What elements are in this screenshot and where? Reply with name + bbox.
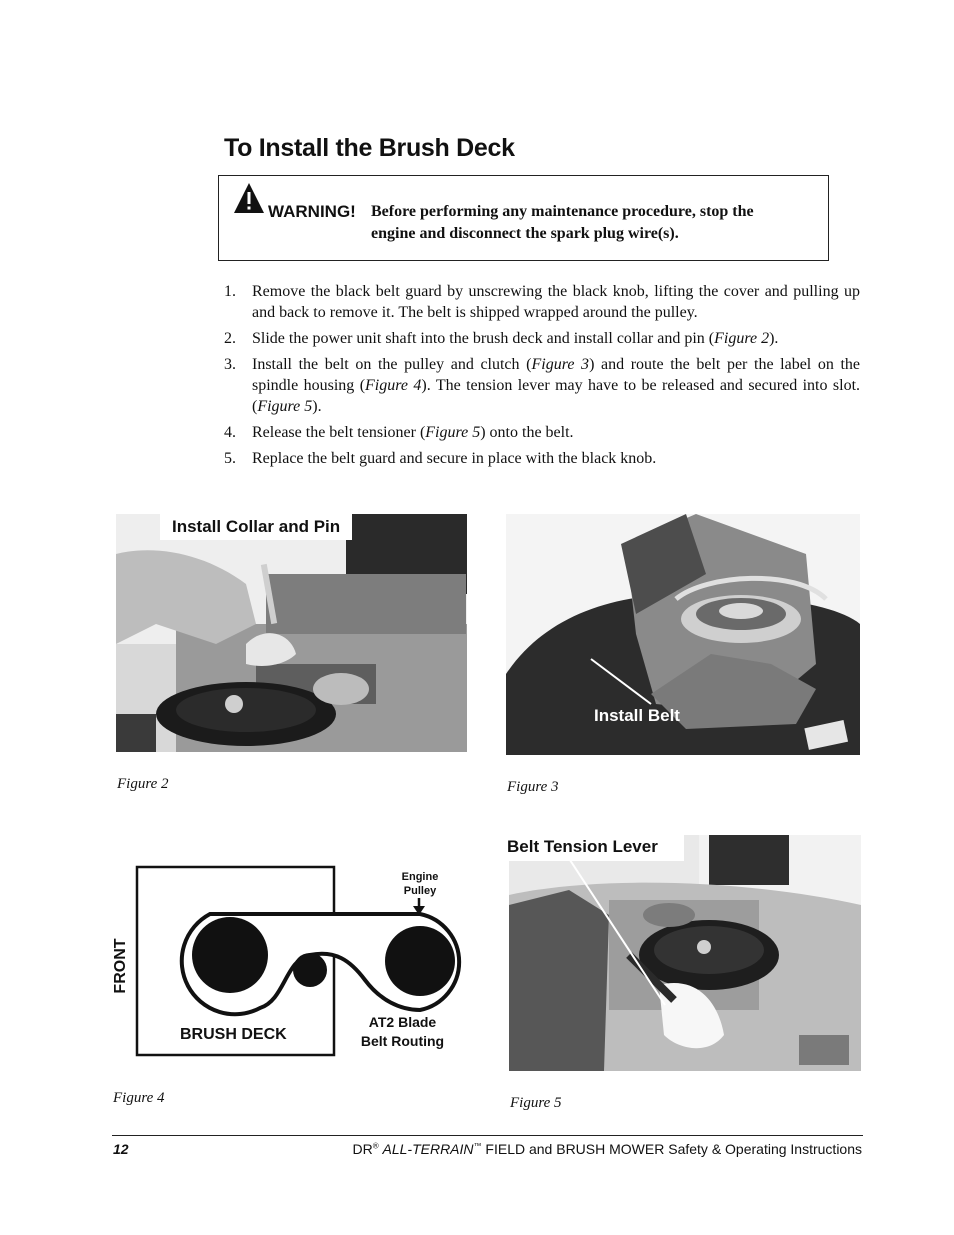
figure-2-caption: Figure 2 [117,776,169,792]
list-item: 2. Slide the power unit shaft into the brush deck and install collar and pin (Figure 2). [224,330,779,347]
routing-label-l2: Belt Routing [360,1033,445,1049]
engine-pulley-label-l2: Pulley [403,885,437,897]
figure-2-photo [116,514,467,752]
list-item: 5. Replace the belt guard and secure in place with the black knob. [224,450,657,467]
warning-icon [233,182,265,214]
front-label-wrapper [108,932,134,1002]
warning-text-line1: Before performing any maintenance procedure, stop the [371,203,754,220]
figure-5-label: Belt Tension Lever [506,835,684,861]
figure-4-diagram [110,860,470,1060]
figure-5-caption: Figure 5 [510,1095,562,1111]
routing-label-l1: AT2 Blade [368,1014,437,1030]
engine-pulley-label-l1: Engine [401,871,439,883]
list-item: 4. Release the belt tensioner (Figure 5) onto the belt. [224,424,574,441]
figure-3-photo [506,514,860,755]
brush-deck-label: BRUSH DECK [180,1026,287,1043]
front-label: FRONT [112,938,129,994]
list-item: 1. Remove the black belt guard by unscrewing the black knob, lifting the cover and pulling up and back to remove it. The belt is shipped wrapped around the pulley. [224,283,860,321]
figure-2-label: Install Collar and Pin [160,514,352,540]
warning-text-line2: engine and disconnect the spark plug wire(s). [371,225,679,242]
warning-word: WARNING! [268,202,356,221]
page-number: 12 [113,1141,129,1157]
figure-4-caption: Figure 4 [113,1090,165,1106]
instruction-list [224,281,860,474]
warning-box [218,175,829,261]
page-title: To Install the Brush Deck [224,134,515,162]
footer-rule [112,1135,863,1136]
list-item: 3. Install the belt on the pulley and clutch (Figure 3) and route the belt per the label on the spindle housing (Figure 4). The tension lever may have to be released and secured into slot. (Figure 5). [224,356,861,415]
tension-lever-pointer [560,855,680,1015]
footer-text: DR® ALL-TERRAIN™ FIELD and BRUSH MOWER Safety & Operating Instructions [352,1141,862,1157]
figure-3-label: Install Belt [594,706,680,725]
figure-3-caption: Figure 3 [507,779,559,795]
